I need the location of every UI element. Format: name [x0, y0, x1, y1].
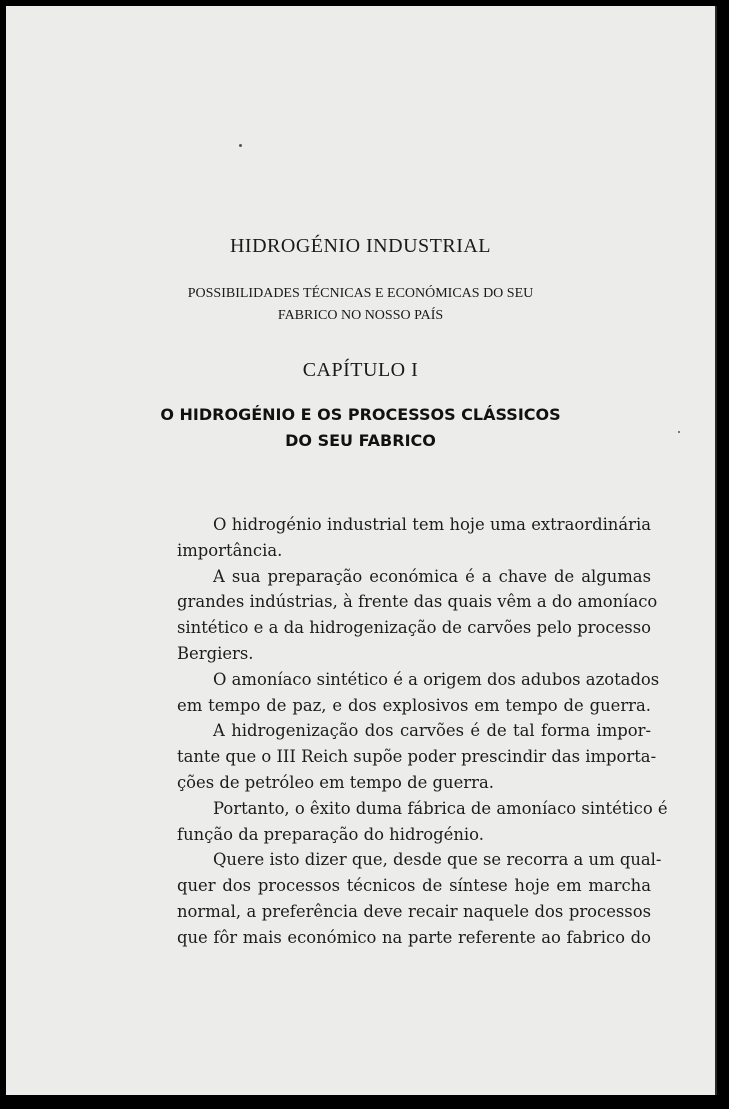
body-line: O amoníaco sintético é a origem dos adubos azotados — [213, 669, 660, 689]
body-line: quer dos processos técnicos de síntese hoje em marcha — [177, 876, 651, 896]
document-subtitle — [6, 283, 715, 327]
ink-speck — [239, 144, 242, 147]
body-line: função da preparação do hidrogénio. — [177, 824, 484, 844]
body-line: importância. — [177, 540, 283, 560]
document-title: HIDROGÉNIO INDUSTRIAL — [229, 235, 492, 257]
body-line: A sua preparação económica é a chave de algumas — [213, 566, 651, 586]
body-line: Quere isto dizer que, desde que se recorra a um qual- — [213, 850, 662, 870]
chapter-title-line: O HIDROGÉNIO E OS PROCESSOS CLÁSSICOS — [160, 405, 561, 424]
body-line: A hidrogenização dos carvões é de tal forma impor- — [213, 721, 651, 741]
body-line: ções de petróleo em tempo de guerra. — [177, 772, 494, 792]
document-page — [6, 6, 717, 1095]
subtitle-line: POSSIBILIDADES TÉCNICAS E ECONÓMICAS DO SEU — [187, 286, 534, 301]
body-line: tante que o III Reich supõe poder prescindir das importa- — [177, 747, 657, 767]
chapter-title-line: DO SEU FABRICO — [285, 431, 436, 450]
body-line: Bergiers. — [177, 643, 254, 663]
body-line: que fôr mais económico na parte referente ao fabrico do — [177, 927, 651, 947]
body-line: sintético e a da hidrogenização de carvões pelo processo — [177, 618, 651, 638]
body-line: O hidrogénio industrial tem hoje uma extraordinária — [213, 515, 651, 534]
body-line: Portanto, o êxito duma fábrica de amoníaco sintético é — [213, 798, 668, 818]
subtitle-line: FABRICO NO NOSSO PAÍS — [277, 308, 444, 323]
body-line: normal, a preferência deve recair naquele dos processos — [177, 901, 651, 921]
body-line: em tempo de paz, e dos explosivos em tempo de guerra. — [177, 695, 651, 715]
chapter-title — [6, 402, 715, 454]
body-text — [177, 512, 668, 951]
body-line: grandes indústrias, à frente das quais vêm a do amoníaco — [177, 592, 658, 612]
chapter-label: CAPÍTULO I — [302, 359, 419, 381]
